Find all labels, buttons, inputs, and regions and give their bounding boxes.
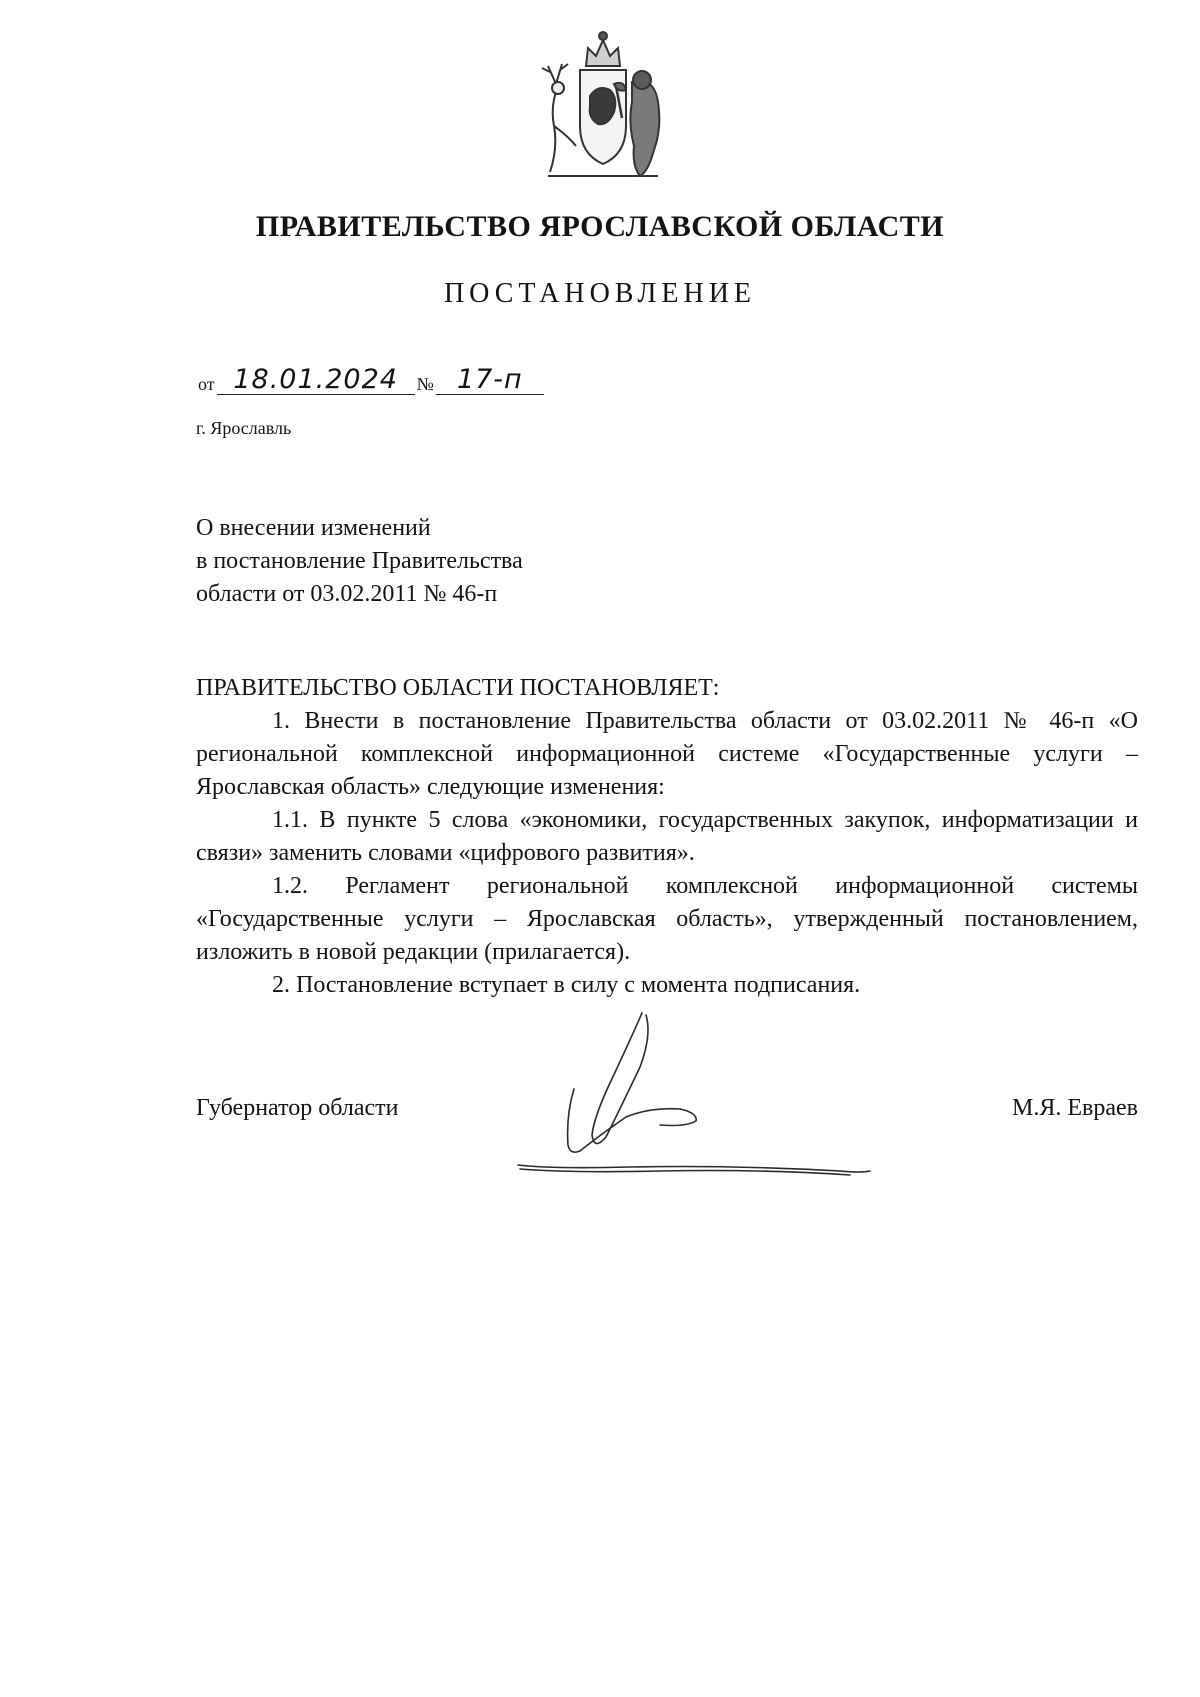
document-type: ПОСТАНОВЛЕНИЕ	[443, 278, 757, 309]
number-prefix: №	[416, 374, 434, 394]
document-number: 17-п	[436, 366, 544, 395]
registration-line	[196, 366, 544, 395]
document-body	[196, 672, 1138, 1002]
document-date: 18.01.2024	[217, 366, 415, 395]
signature-row	[196, 1095, 1138, 1122]
subject-line: О внесении изменений	[196, 515, 431, 541]
signer-position: Губернатор области	[196, 1095, 399, 1121]
date-prefix: от	[198, 374, 215, 394]
paragraph-1-1: 1.1. В пункте 5 слова «экономики, государственных закупок, информатизации и связи» заменить словами «цифрового развития».	[196, 807, 1138, 866]
city: г. Ярославль	[196, 418, 292, 438]
paragraph-2: 2. Постановление вступает в силу с момента подписания.	[272, 972, 861, 998]
document-subject	[196, 512, 523, 611]
resolution-heading: ПРАВИТЕЛЬСТВО ОБЛАСТИ ПОСТАНОВЛЯЕТ:	[196, 675, 720, 701]
paragraph-1-2: 1.2. Регламент региональной комплексной информационной системы «Государственные услуги – Ярославская область», утвержденный постановлением, изложить в новой редакции (прилагается).	[196, 873, 1138, 965]
signer-name: М.Я. Евраев	[1012, 1095, 1138, 1121]
organization-title: ПРАВИТЕЛЬСТВО ЯРОСЛАВСКОЙ ОБЛАСТИ	[255, 210, 945, 243]
paragraph-1: 1. Внести в постановление Правительства области от 03.02.2011 № 46-п «О региональной комплексной информационной системе «Государственные услуги – Ярославская область» следующие изменения:	[196, 708, 1138, 800]
coat-of-arms-icon	[528, 26, 678, 186]
subject-line: области от 03.02.2011 № 46-п	[196, 581, 498, 607]
subject-line: в постановление Правительства	[196, 548, 523, 574]
